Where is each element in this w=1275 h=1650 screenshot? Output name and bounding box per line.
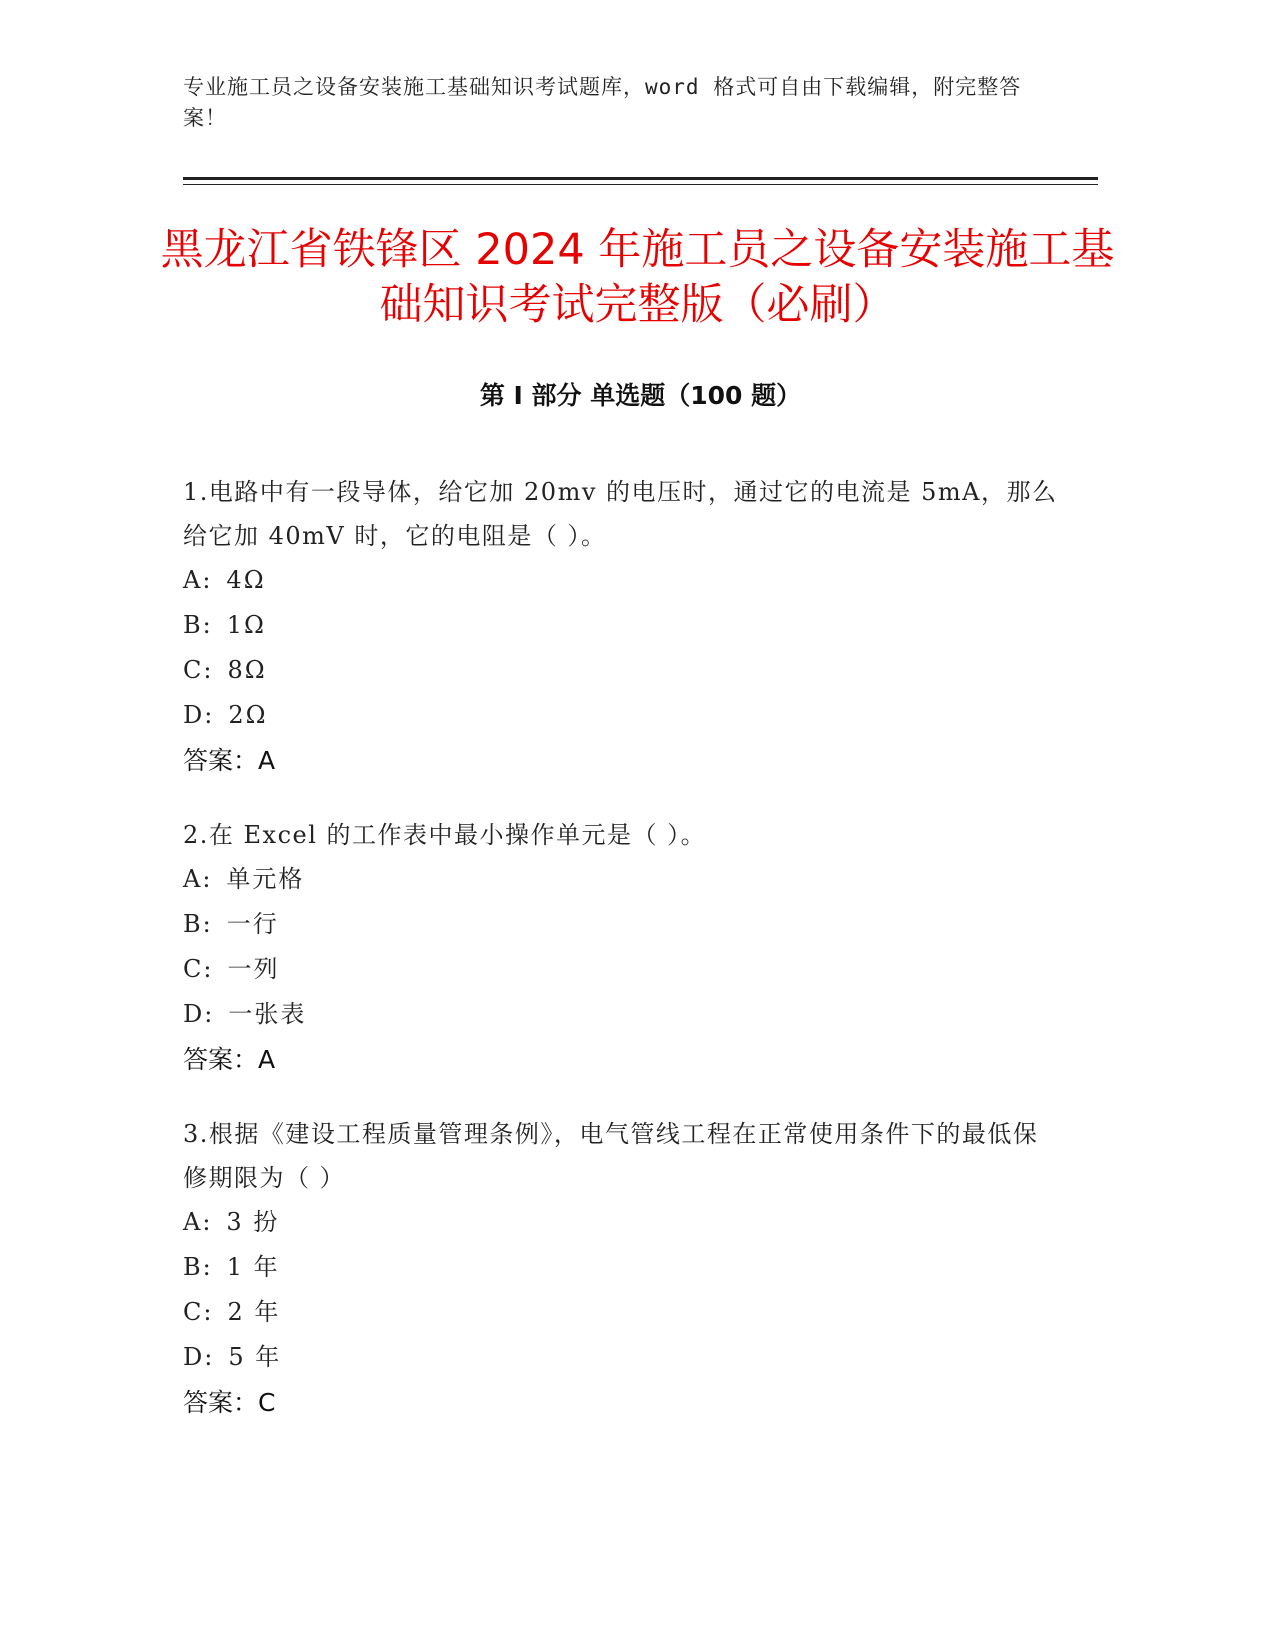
answer-option [183, 1245, 1063, 1290]
option-letter: C: [183, 656, 214, 684]
answer-option [183, 648, 1063, 693]
option-letter: C: [183, 1298, 214, 1326]
question-item [183, 813, 1063, 1082]
option-text: 一张表 [228, 1000, 307, 1028]
answer-option [183, 1335, 1063, 1380]
option-letter: B: [183, 1253, 213, 1281]
question-stem: 2.在 Excel 的工作表中最小操作单元是（ ）。 [183, 821, 707, 849]
option-letter: A: [183, 865, 213, 893]
option-letter: C: [183, 955, 214, 983]
option-letter: A: [183, 566, 213, 594]
answer-option [183, 902, 1063, 947]
option-text: 4Ω [226, 566, 266, 594]
option-text: 一行 [226, 910, 279, 938]
option-text: 3 扮 [226, 1208, 280, 1236]
question-answer: 答案：A [183, 1045, 276, 1074]
option-letter: D: [183, 701, 215, 729]
question-answer: 答案：C [183, 1388, 276, 1417]
answer-option [183, 1290, 1063, 1335]
answer-option [183, 857, 1063, 902]
question-item [183, 470, 1063, 783]
option-text: 2 年 [227, 1298, 281, 1326]
option-text: 1 年 [226, 1253, 280, 1281]
option-text: 5 年 [228, 1343, 282, 1371]
answer-option [183, 992, 1063, 1037]
answer-option [183, 1200, 1063, 1245]
header-divider-thick [183, 177, 1098, 180]
option-letter: D: [183, 1343, 215, 1371]
option-letter: D: [183, 1000, 215, 1028]
document-title: 黑龙江省铁锋区 2024 年施工员之设备安装施工基础知识考试完整版（必刷） [160, 225, 1115, 330]
question-answer: 答案：A [183, 746, 276, 775]
option-text: 单元格 [226, 865, 305, 893]
question-stem: 1.电路中有一段导体，给它加 20mv 的电压时，通过它的电流是 5mA，那么给它加 40mV 时，它的电阻是（ ）。 [183, 478, 1058, 550]
question-stem: 3.根据《建设工程质量管理条例》，电气管线工程在正常使用条件下的最低保修期限为（ ） [183, 1120, 1039, 1192]
answer-option [183, 947, 1063, 992]
option-text: 一列 [227, 955, 280, 983]
option-text: 2Ω [228, 701, 268, 729]
document-header-note: 专业施工员之设备安装施工基础知识考试题库，word 格式可自由下载编辑，附完整答案！ [183, 75, 1022, 130]
option-text: 8Ω [227, 656, 267, 684]
question-list [183, 470, 1063, 1455]
answer-option [183, 693, 1063, 738]
answer-option [183, 603, 1063, 648]
section-title: 第 I 部分 单选题（100 题） [479, 381, 802, 410]
answer-option [183, 558, 1063, 603]
option-letter: B: [183, 611, 213, 639]
option-text: 1Ω [226, 611, 266, 639]
question-item [183, 1112, 1063, 1425]
header-divider-thin [183, 184, 1098, 185]
option-letter: A: [183, 1208, 213, 1236]
option-letter: B: [183, 910, 213, 938]
